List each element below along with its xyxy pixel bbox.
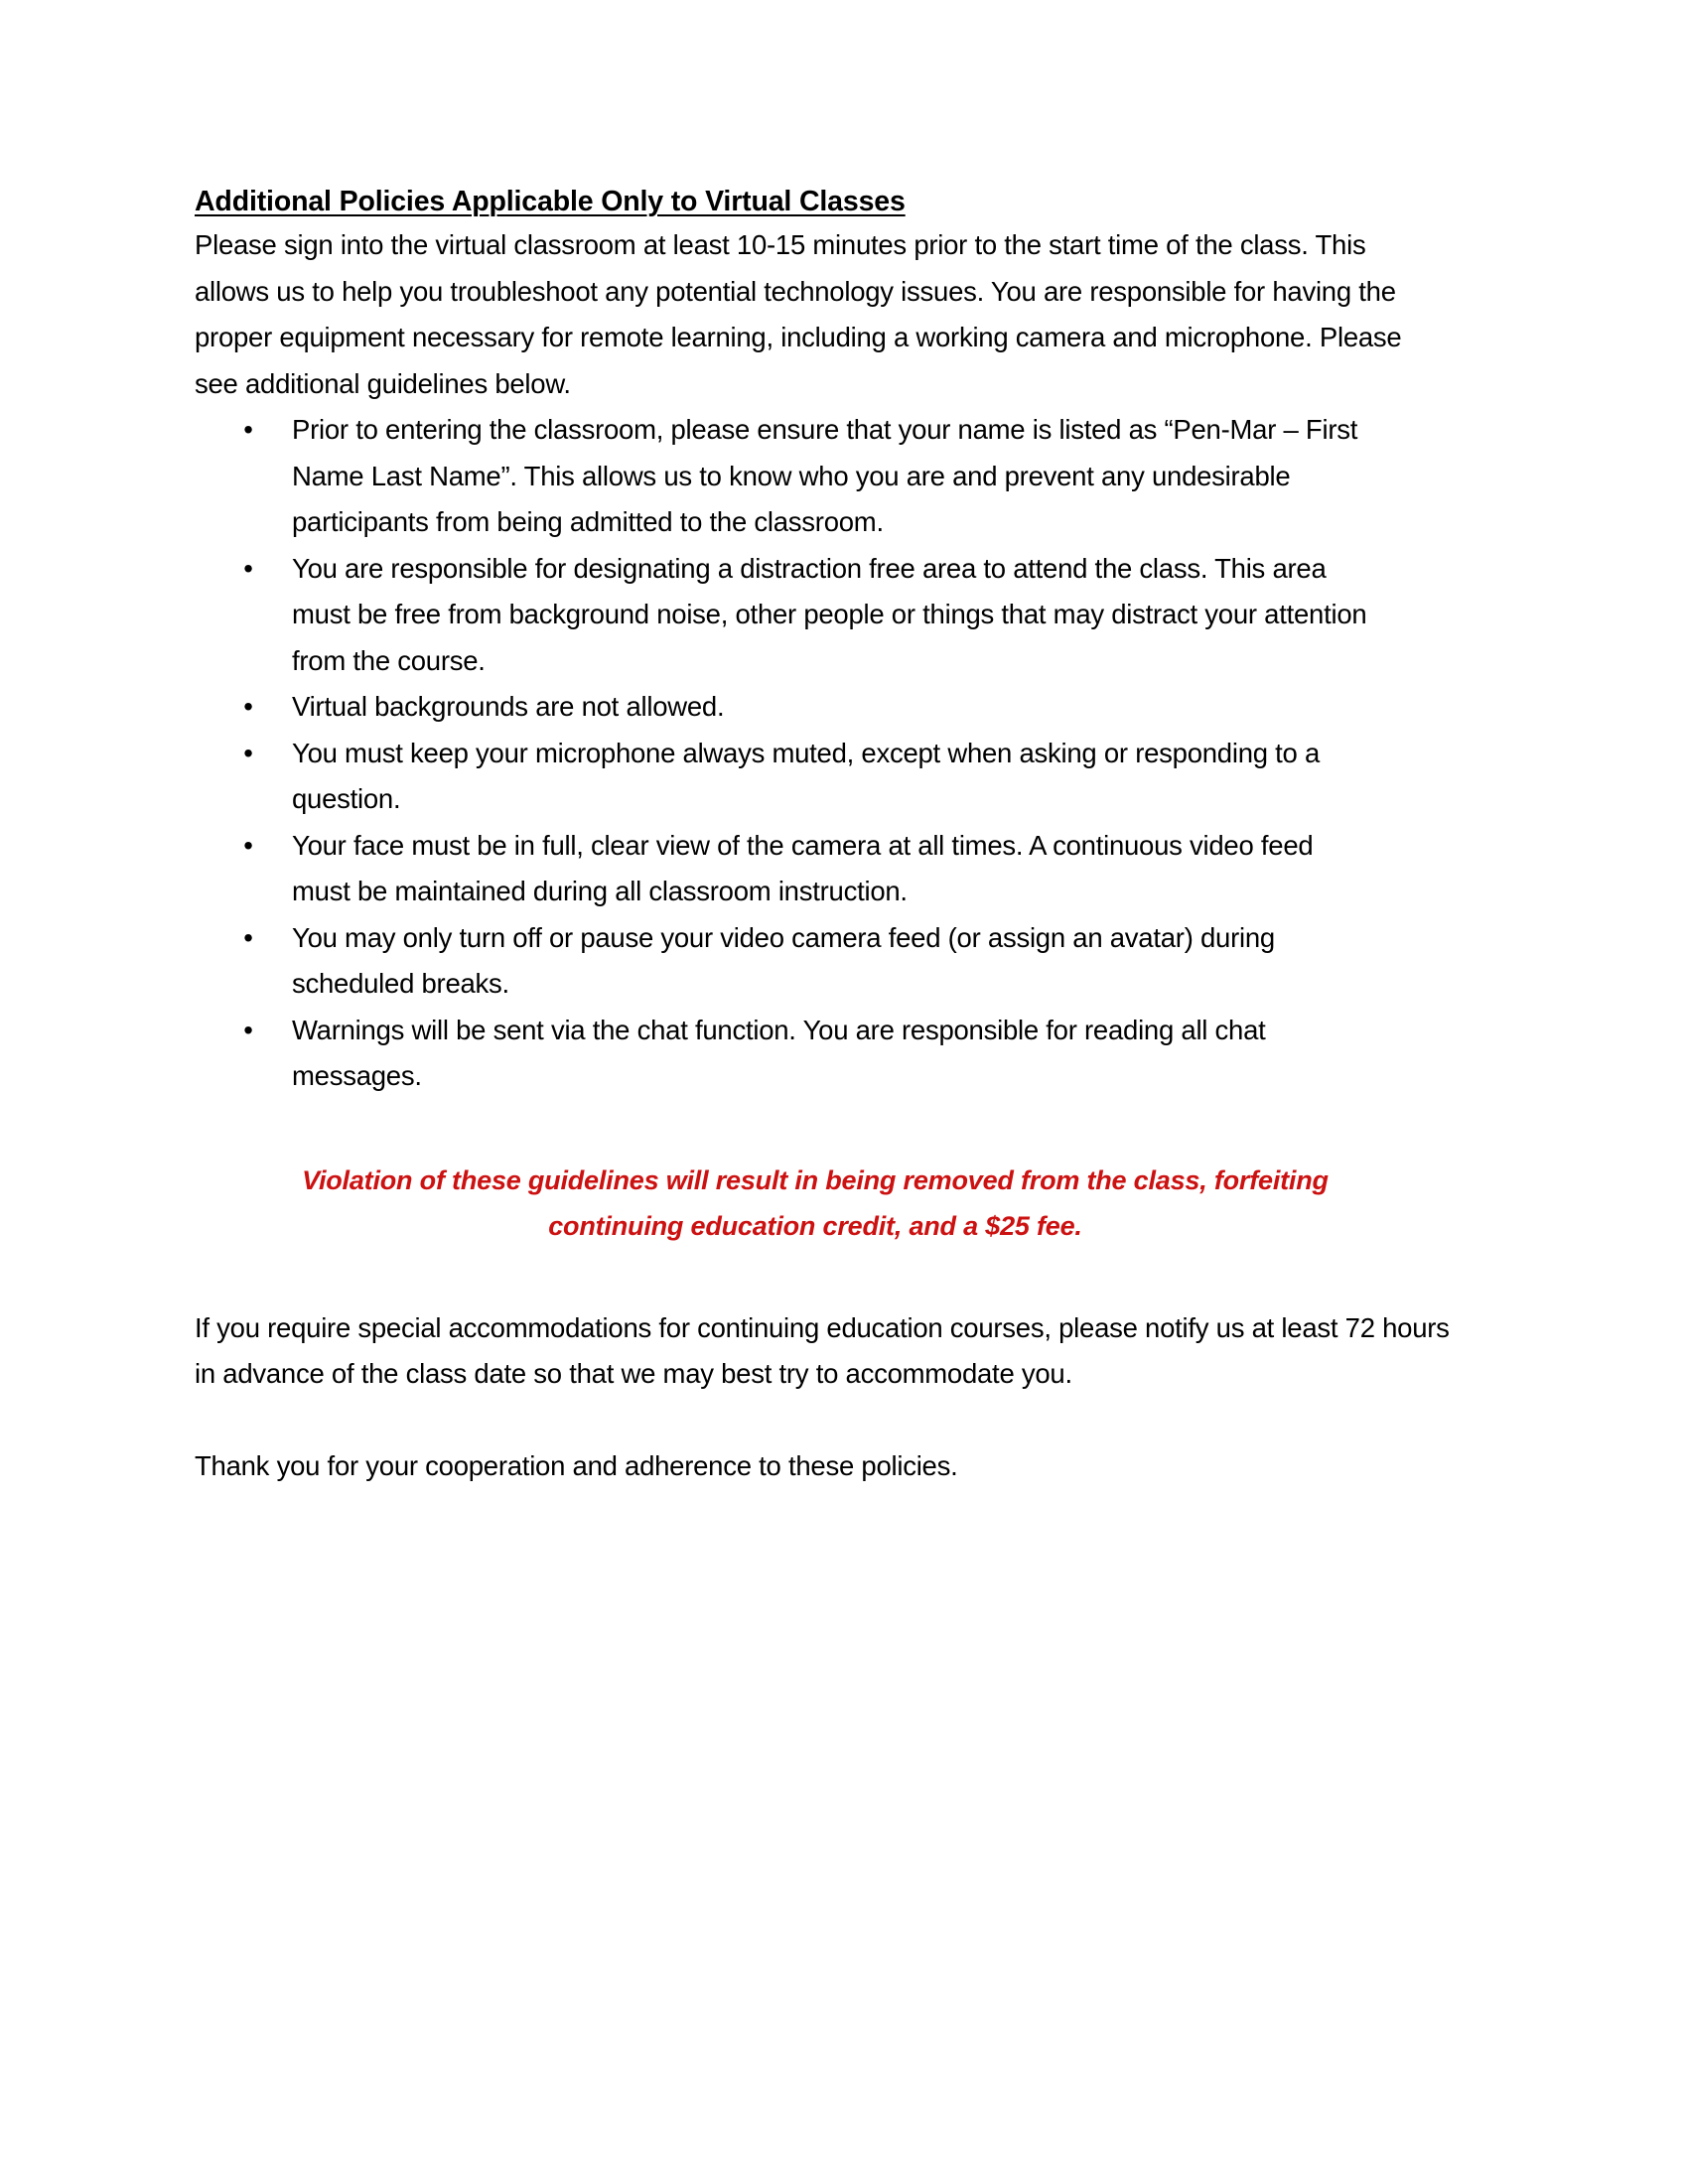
bullet-icon: •	[243, 921, 253, 953]
spacer	[195, 1398, 1476, 1443]
list-item-text: Warnings will be sent via the chat function. You are responsible for reading all chat messages.	[292, 1014, 1266, 1092]
list-item	[195, 731, 1378, 823]
virtual-class-guidelines-list	[195, 407, 1476, 1100]
spacer	[195, 1250, 1476, 1305]
bullet-icon: •	[243, 1014, 253, 1045]
violation-warning-line-2: continuing education credit, and a $25 fee.	[548, 1211, 1082, 1242]
bullet-icon: •	[243, 414, 253, 446]
list-item-text: You may only turn off or pause your video camera feed (or assign an avatar) during scheduled breaks.	[292, 921, 1275, 1000]
intro-paragraph: Please sign into the virtual classroom at least 10-15 minutes prior to the start time of the class. This allows us to help you troubleshoot any potential technology issues. You are responsible for having the proper equipment necessary for remote learning, including a working camera and microphone. Please see additional guidelines below.	[195, 229, 1402, 399]
bullet-icon: •	[243, 737, 253, 768]
list-item-text: Virtual backgrounds are not allowed.	[292, 691, 725, 723]
bullet-icon: •	[243, 829, 253, 861]
list-item-text: Your face must be in full, clear view of the camera at all times. A continuous video feed must be maintained during all classroom instruction.	[292, 829, 1314, 907]
list-item	[195, 915, 1378, 1008]
bullet-icon: •	[243, 552, 253, 584]
spacer	[195, 1100, 1476, 1158]
list-item	[195, 684, 1378, 731]
page-title: Additional Policies Applicable Only to Virtual Classes	[195, 186, 906, 217]
accommodations-paragraph: If you require special accommodations for continuing education courses, please notify us at least 72 hours in advance of the class date so that we may best try to accommodate you.	[195, 1311, 1450, 1390]
list-item	[195, 546, 1378, 685]
list-item-text: You must keep your microphone always muted, except when asking or responding to a question.	[292, 737, 1321, 815]
violation-warning-line-1: Violation of these guidelines will result in being removed from the class, forfeiting	[302, 1164, 1329, 1195]
closing-paragraph: Thank you for your cooperation and adherence to these policies.	[195, 1449, 958, 1481]
list-item-text: Prior to entering the classroom, please ensure that your name is listed as “Pen-Mar – First Name Last Name”. This allows us to know who you are and prevent any undesirable participants from being admitted to the classroom.	[292, 414, 1358, 538]
list-item-text: You are responsible for designating a distraction free area to attend the class. This area must be free from background noise, other people or things that may distract your attention from the course.	[292, 552, 1367, 676]
document-content	[195, 184, 1476, 1489]
list-item	[195, 407, 1378, 546]
violation-warning	[195, 1158, 1436, 1250]
list-item	[195, 1008, 1378, 1100]
bullet-icon: •	[243, 691, 253, 723]
list-item	[195, 823, 1378, 915]
